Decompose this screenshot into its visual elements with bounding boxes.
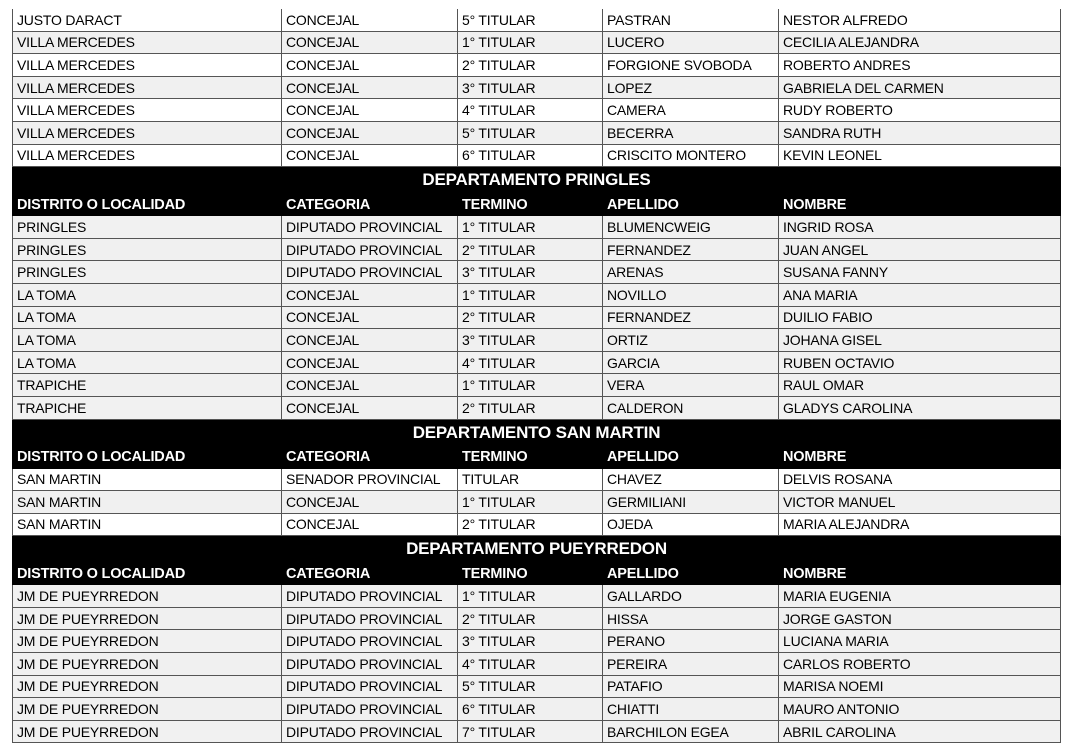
- cell-surname: CHAVEZ: [603, 468, 779, 491]
- table-row: [13, 306, 1061, 329]
- cell-district: VILLA MERCEDES: [13, 76, 282, 99]
- cell-name: MARIA ALEJANDRA: [779, 513, 1061, 536]
- cell-surname: ORTIZ: [603, 329, 779, 352]
- cell-district: JM DE PUEYRREDON: [13, 720, 282, 743]
- cell-category: DIPUTADO PROVINCIAL: [282, 238, 458, 261]
- cell-name: ABRIL CAROLINA: [779, 720, 1061, 743]
- table-row: [13, 396, 1061, 419]
- cell-category: CONCEJAL: [282, 76, 458, 99]
- column-header-district: DISTRITO O LOCALIDAD: [13, 446, 282, 468]
- cell-term: 1° TITULAR: [458, 283, 603, 306]
- cell-term: 3° TITULAR: [458, 329, 603, 352]
- cell-surname: CAMERA: [603, 99, 779, 122]
- department-title: DEPARTAMENTO SAN MARTIN: [13, 419, 1061, 446]
- cell-name: SANDRA RUTH: [779, 121, 1061, 144]
- cell-surname: PERANO: [603, 630, 779, 653]
- column-header-term: TERMINO: [458, 563, 603, 585]
- cell-surname: BECERRA: [603, 121, 779, 144]
- candidates-table-body: [13, 9, 1061, 743]
- cell-term: 2° TITULAR: [458, 54, 603, 77]
- cell-district: JM DE PUEYRREDON: [13, 585, 282, 608]
- cell-district: TRAPICHE: [13, 374, 282, 397]
- cell-name: INGRID ROSA: [779, 216, 1061, 239]
- column-header-row: [13, 194, 1061, 216]
- cell-district: PRINGLES: [13, 216, 282, 239]
- cell-district: SAN MARTIN: [13, 491, 282, 514]
- cell-district: SAN MARTIN: [13, 468, 282, 491]
- cell-district: VILLA MERCEDES: [13, 54, 282, 77]
- cell-term: 3° TITULAR: [458, 261, 603, 284]
- cell-district: TRAPICHE: [13, 396, 282, 419]
- cell-name: MARIA EUGENIA: [779, 585, 1061, 608]
- cell-category: DIPUTADO PROVINCIAL: [282, 216, 458, 239]
- cell-surname: NOVILLO: [603, 283, 779, 306]
- cell-district: SAN MARTIN: [13, 513, 282, 536]
- cell-surname: GERMILIANI: [603, 491, 779, 514]
- cell-category: DIPUTADO PROVINCIAL: [282, 261, 458, 284]
- cell-district: LA TOMA: [13, 351, 282, 374]
- cell-name: JOHANA GISEL: [779, 329, 1061, 352]
- cell-surname: CRISCITO MONTERO: [603, 144, 779, 167]
- cell-surname: PATAFIO: [603, 675, 779, 698]
- cell-term: 4° TITULAR: [458, 653, 603, 676]
- cell-category: CONCEJAL: [282, 9, 458, 31]
- cell-district: LA TOMA: [13, 306, 282, 329]
- cell-name: ANA MARIA: [779, 283, 1061, 306]
- cell-name: JUAN ANGEL: [779, 238, 1061, 261]
- column-header-district: DISTRITO O LOCALIDAD: [13, 194, 282, 216]
- cell-term: 7° TITULAR: [458, 720, 603, 743]
- column-header-district: DISTRITO O LOCALIDAD: [13, 563, 282, 585]
- cell-surname: FORGIONE SVOBODA: [603, 54, 779, 77]
- table-row: [13, 607, 1061, 630]
- cell-category: SENADOR PROVINCIAL: [282, 468, 458, 491]
- cell-surname: PASTRAN: [603, 9, 779, 31]
- table-row: [13, 76, 1061, 99]
- cell-name: SUSANA FANNY: [779, 261, 1061, 284]
- cell-name: CECILIA ALEJANDRA: [779, 31, 1061, 54]
- cell-term: 1° TITULAR: [458, 216, 603, 239]
- cell-name: GABRIELA DEL CARMEN: [779, 76, 1061, 99]
- table-row: [13, 121, 1061, 144]
- table-row: [13, 238, 1061, 261]
- table-row: [13, 630, 1061, 653]
- column-header-term: TERMINO: [458, 446, 603, 468]
- cell-term: 6° TITULAR: [458, 144, 603, 167]
- cell-category: DIPUTADO PROVINCIAL: [282, 698, 458, 721]
- table-row: [13, 99, 1061, 122]
- cell-term: 1° TITULAR: [458, 374, 603, 397]
- cell-name: ROBERTO ANDRES: [779, 54, 1061, 77]
- table-row: [13, 720, 1061, 743]
- cell-name: KEVIN LEONEL: [779, 144, 1061, 167]
- cell-surname: VERA: [603, 374, 779, 397]
- department-title-row: [13, 536, 1061, 563]
- column-header-row: [13, 563, 1061, 585]
- cell-district: JM DE PUEYRREDON: [13, 698, 282, 721]
- cell-district: LA TOMA: [13, 329, 282, 352]
- cell-category: CONCEJAL: [282, 513, 458, 536]
- cell-name: VICTOR MANUEL: [779, 491, 1061, 514]
- cell-surname: FERNANDEZ: [603, 238, 779, 261]
- cell-surname: LOPEZ: [603, 76, 779, 99]
- cell-term: 3° TITULAR: [458, 76, 603, 99]
- cell-term: 5° TITULAR: [458, 121, 603, 144]
- cell-term: 4° TITULAR: [458, 99, 603, 122]
- cell-surname: GARCIA: [603, 351, 779, 374]
- cell-category: CONCEJAL: [282, 99, 458, 122]
- cell-district: JUSTO DARACT: [13, 9, 282, 31]
- cell-surname: PEREIRA: [603, 653, 779, 676]
- cell-term: 2° TITULAR: [458, 238, 603, 261]
- cell-term: 1° TITULAR: [458, 31, 603, 54]
- cell-term: 2° TITULAR: [458, 396, 603, 419]
- cell-name: JORGE GASTON: [779, 607, 1061, 630]
- column-header-name: NOMBRE: [779, 446, 1061, 468]
- cell-name: RUBEN OCTAVIO: [779, 351, 1061, 374]
- cell-category: CONCEJAL: [282, 351, 458, 374]
- cell-surname: BLUMENCWEIG: [603, 216, 779, 239]
- cell-term: 2° TITULAR: [458, 306, 603, 329]
- column-header-surname: APELLIDO: [603, 446, 779, 468]
- cell-name: LUCIANA MARIA: [779, 630, 1061, 653]
- table-row: [13, 698, 1061, 721]
- column-header-term: TERMINO: [458, 194, 603, 216]
- cell-term: TITULAR: [458, 468, 603, 491]
- cell-category: DIPUTADO PROVINCIAL: [282, 607, 458, 630]
- cell-name: DELVIS ROSANA: [779, 468, 1061, 491]
- table-row: [13, 283, 1061, 306]
- department-title-row: [13, 419, 1061, 446]
- cell-surname: GALLARDO: [603, 585, 779, 608]
- cell-district: PRINGLES: [13, 238, 282, 261]
- cell-district: JM DE PUEYRREDON: [13, 630, 282, 653]
- cell-category: DIPUTADO PROVINCIAL: [282, 585, 458, 608]
- department-title: DEPARTAMENTO PRINGLES: [13, 167, 1061, 194]
- cell-district: JM DE PUEYRREDON: [13, 675, 282, 698]
- cell-name: NESTOR ALFREDO: [779, 9, 1061, 31]
- cell-name: MAURO ANTONIO: [779, 698, 1061, 721]
- cell-surname: CHIATTI: [603, 698, 779, 721]
- cell-term: 2° TITULAR: [458, 607, 603, 630]
- cell-category: CONCEJAL: [282, 329, 458, 352]
- column-header-surname: APELLIDO: [603, 194, 779, 216]
- cell-category: CONCEJAL: [282, 31, 458, 54]
- cell-category: CONCEJAL: [282, 491, 458, 514]
- cell-category: DIPUTADO PROVINCIAL: [282, 653, 458, 676]
- table-row: [13, 31, 1061, 54]
- table-row: [13, 653, 1061, 676]
- cell-category: CONCEJAL: [282, 283, 458, 306]
- cell-category: CONCEJAL: [282, 54, 458, 77]
- cell-term: 1° TITULAR: [458, 585, 603, 608]
- cell-district: VILLA MERCEDES: [13, 31, 282, 54]
- cell-surname: LUCERO: [603, 31, 779, 54]
- cell-term: 5° TITULAR: [458, 675, 603, 698]
- cell-surname: ARENAS: [603, 261, 779, 284]
- column-header-category: CATEGORIA: [282, 446, 458, 468]
- column-header-category: CATEGORIA: [282, 563, 458, 585]
- cell-name: DUILIO FABIO: [779, 306, 1061, 329]
- cell-category: DIPUTADO PROVINCIAL: [282, 630, 458, 653]
- table-row: [13, 216, 1061, 239]
- cell-term: 4° TITULAR: [458, 351, 603, 374]
- table-row: [13, 144, 1061, 167]
- cell-district: PRINGLES: [13, 261, 282, 284]
- cell-district: LA TOMA: [13, 283, 282, 306]
- table-row: [13, 491, 1061, 514]
- cell-district: VILLA MERCEDES: [13, 144, 282, 167]
- cell-term: 1° TITULAR: [458, 491, 603, 514]
- cell-name: RAUL OMAR: [779, 374, 1061, 397]
- cell-category: DIPUTADO PROVINCIAL: [282, 675, 458, 698]
- column-header-surname: APELLIDO: [603, 563, 779, 585]
- cell-surname: FERNANDEZ: [603, 306, 779, 329]
- cell-district: VILLA MERCEDES: [13, 99, 282, 122]
- cell-category: DIPUTADO PROVINCIAL: [282, 720, 458, 743]
- cell-term: 5° TITULAR: [458, 9, 603, 31]
- cell-name: GLADYS CAROLINA: [779, 396, 1061, 419]
- cell-surname: CALDERON: [603, 396, 779, 419]
- candidates-table: [12, 9, 1061, 743]
- cell-category: CONCEJAL: [282, 374, 458, 397]
- column-header-row: [13, 446, 1061, 468]
- table-row: [13, 54, 1061, 77]
- table-row: [13, 261, 1061, 284]
- cell-district: JM DE PUEYRREDON: [13, 653, 282, 676]
- table-row: [13, 585, 1061, 608]
- table-row: [13, 675, 1061, 698]
- column-header-name: NOMBRE: [779, 194, 1061, 216]
- table-row: [13, 374, 1061, 397]
- cell-district: JM DE PUEYRREDON: [13, 607, 282, 630]
- cell-surname: OJEDA: [603, 513, 779, 536]
- cell-surname: BARCHILON EGEA: [603, 720, 779, 743]
- cell-name: MARISA NOEMI: [779, 675, 1061, 698]
- column-header-name: NOMBRE: [779, 563, 1061, 585]
- table-row: [13, 468, 1061, 491]
- cell-term: 2° TITULAR: [458, 513, 603, 536]
- table-row: [13, 513, 1061, 536]
- cell-name: RUDY ROBERTO: [779, 99, 1061, 122]
- cell-category: CONCEJAL: [282, 121, 458, 144]
- cell-name: CARLOS ROBERTO: [779, 653, 1061, 676]
- cell-category: CONCEJAL: [282, 396, 458, 419]
- cell-term: 6° TITULAR: [458, 698, 603, 721]
- cell-surname: HISSA: [603, 607, 779, 630]
- cell-category: CONCEJAL: [282, 144, 458, 167]
- department-title-row: [13, 167, 1061, 194]
- cell-category: CONCEJAL: [282, 306, 458, 329]
- department-title: DEPARTAMENTO PUEYRREDON: [13, 536, 1061, 563]
- column-header-category: CATEGORIA: [282, 194, 458, 216]
- cell-term: 3° TITULAR: [458, 630, 603, 653]
- table-row: [13, 329, 1061, 352]
- cell-district: VILLA MERCEDES: [13, 121, 282, 144]
- table-row: [13, 9, 1061, 31]
- table-row: [13, 351, 1061, 374]
